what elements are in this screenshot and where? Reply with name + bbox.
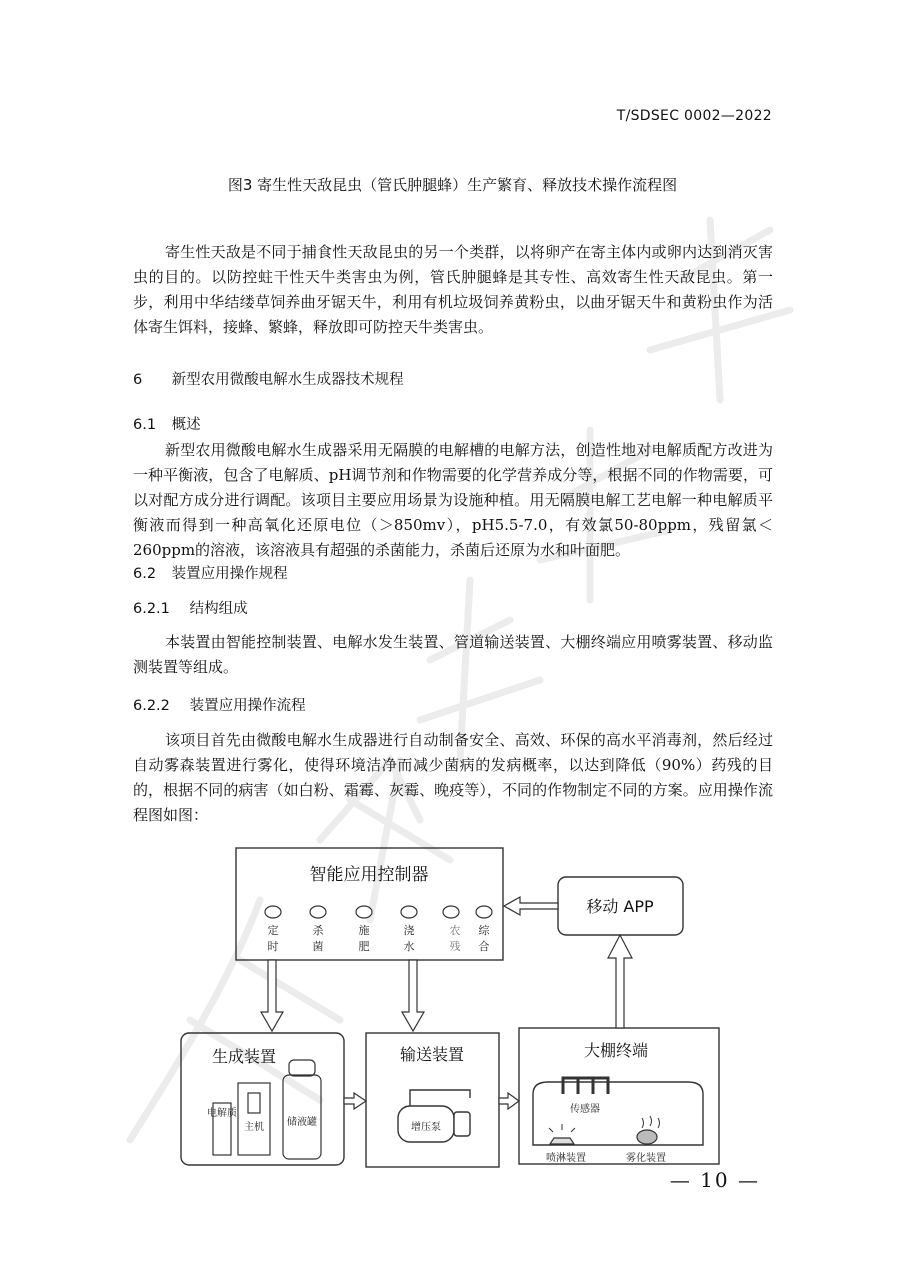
section-number: 6.2.2 (133, 698, 170, 714)
figure-caption: 图3 寄生性天敌昆虫（管氏肿腿蜂）生产繁育、释放技术操作流程图 (227, 176, 678, 194)
button-label-comprehensive-top: 综 (478, 924, 490, 937)
pesticide-residue-button[interactable] (443, 906, 459, 918)
irrigate-button[interactable] (401, 906, 417, 918)
controller-to-generator-arrow (261, 960, 283, 1031)
section-title: 装置应用操作规程 (171, 566, 288, 582)
generator-title: 生成装置 (211, 1047, 277, 1066)
button-label-residue-bottom: 残 (449, 940, 461, 953)
sprinkler-spray-icon (549, 1124, 575, 1132)
greenhouse-to-app-arrow (608, 935, 632, 1028)
section-number: 6.2.1 (133, 601, 170, 617)
host-label: 主机 (244, 1122, 264, 1133)
section-title: 概述 (171, 417, 201, 433)
section-number: 6 (133, 372, 143, 388)
paragraph-operation-flow: 该项目首先由微酸电解水生成器进行自动制备安全、高效、环保的高水平消毒剂，然后经过自动雾森装置进行雾化，使得环境洁净而减少菌病的发病概率，以达到降低（90%）药残的目的，根据不同的病害（如白粉、霜霉、灰霉、晚疫等），不同的作物制定不同的方案。应用操作流程图如图： (133, 731, 773, 824)
button-label-fertilize-bottom: 肥 (358, 940, 370, 953)
storage-tank-lid (289, 1060, 315, 1076)
app-to-controller-arrow (504, 897, 558, 915)
transport-title: 输送装置 (399, 1045, 465, 1064)
section-number: 6.1 (133, 417, 157, 433)
sensor-label: 传感器 (570, 1104, 600, 1115)
button-label-comprehensive-bottom: 合 (478, 940, 490, 953)
paragraph-structure: 本装置由智能控制装置、电解水发生装置、管道输送装置、大棚终端应用喷雾装置、移动监测装置等组成。 (133, 633, 773, 676)
paragraph-parasitic-enemies: 寄生性天敌是不同于捕食性天敌昆虫的另一个类群，以将卵产在寄主体内或卵内达到消灭害虫的目的。以防控蛀干性天牛类害虫为例，管氏肿腿蜂是其专性、高效寄生性天敌昆虫。第一步，利用中华结缕草饲养曲牙锯天牛，利用有机垃圾饲养黄粉虫，以曲牙锯天牛和黄粉虫作为活体寄生饵料，接蜂、繁蜂，释放即可防控天牛类害虫。 (133, 243, 773, 336)
sprinkler-label: 喷淋装置 (546, 1153, 586, 1164)
button-label-timer-top: 定 (267, 924, 279, 937)
electrolyte-label: 电解质 (207, 1108, 237, 1119)
atomizer-icon (637, 1130, 657, 1144)
transport-to-greenhouse-arrow (499, 1093, 519, 1109)
sprinkler-icon (550, 1138, 574, 1144)
controller-to-transport-arrow (402, 960, 424, 1031)
section-number: 6.2 (133, 566, 157, 582)
button-label-residue-top: 农 (449, 924, 461, 937)
document-code: T/SDSEC 0002—2022 (616, 108, 772, 124)
greenhouse-shape (533, 1082, 703, 1145)
fertilize-button[interactable] (356, 906, 372, 918)
pump-pipe (410, 1090, 470, 1106)
button-label-fertilize-top: 施 (358, 924, 370, 937)
button-label-irrigate-top: 浇 (403, 924, 415, 937)
host-unit (238, 1083, 270, 1155)
controller-title: 智能应用控制器 (309, 865, 429, 885)
generator-to-transport-arrow (344, 1093, 366, 1109)
comprehensive-button[interactable] (476, 906, 492, 918)
button-label-irrigate-bottom: 水 (403, 940, 415, 953)
page-number: — 10 — (669, 1168, 760, 1192)
section-title: 结构组成 (189, 601, 248, 617)
sterilize-button[interactable] (310, 906, 326, 918)
atomizer-mist-icon (642, 1116, 660, 1128)
sensor-pipe (563, 1078, 608, 1094)
tank-label: 储液罐 (287, 1117, 317, 1128)
section-title: 新型农用微酸电解水生成器技术规程 (171, 372, 404, 388)
button-label-timer-bottom: 时 (267, 940, 279, 953)
app-label: 移动 APP (586, 897, 654, 916)
paragraph-overview: 新型农用微酸电解水生成器采用无隔膜的电解槽的电解方法，创造性地对电解质配方改进为一种平衡液，包含了电解质、pH调节剂和作物需要的化学营养成分等，根据不同的作物需要，可以对配方成分进行调配。该项目主要应用场景为设施种植。用无隔膜电解工艺电解一种电解质平衡液而得到一种高氧化还原电位（＞850mv），pH5.5-7.0，有效氯50-80ppm，残留氯＜260ppm的溶液，该溶液具有超强的杀菌能力，杀菌后还原为水和叶面肥。 (133, 441, 773, 559)
button-label-sterilize-bottom: 菌 (312, 940, 324, 953)
atomizer-label: 雾化装置 (626, 1153, 666, 1164)
section-title: 装置应用操作流程 (189, 698, 306, 714)
pump-motor (454, 1112, 470, 1136)
timer-button[interactable] (265, 906, 281, 918)
button-label-sterilize-top: 杀 (312, 924, 324, 937)
greenhouse-title: 大棚终端 (583, 1041, 649, 1060)
host-screen (248, 1093, 260, 1113)
pump-label: 增压泵 (411, 1122, 441, 1133)
